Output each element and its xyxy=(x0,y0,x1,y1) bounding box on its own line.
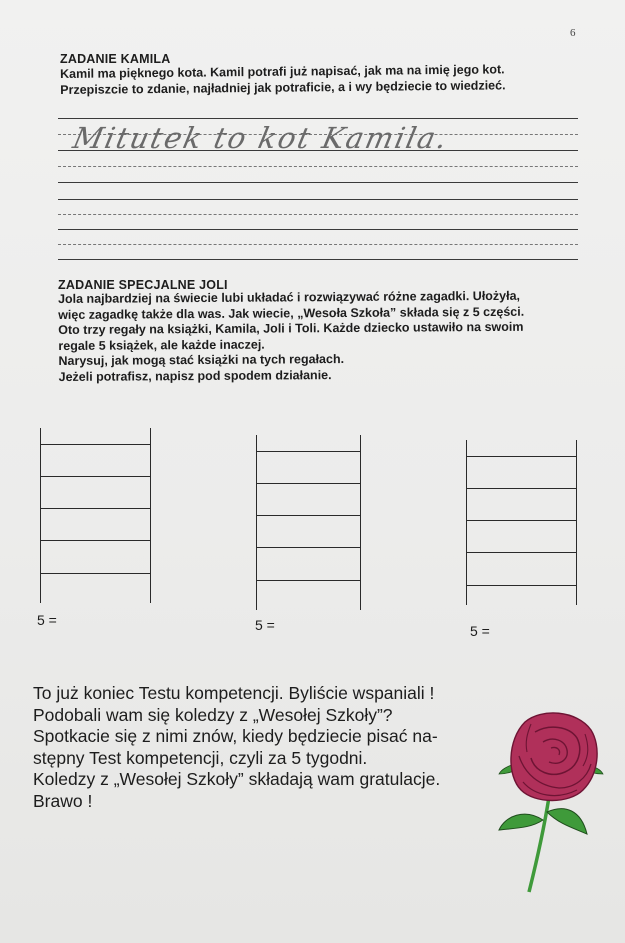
shelf-side xyxy=(150,428,151,603)
shelf-board xyxy=(40,573,150,574)
shelf-side xyxy=(256,435,257,610)
task-jola-text xyxy=(58,289,525,385)
writing-line xyxy=(58,199,578,200)
bookshelf-kamil xyxy=(40,428,152,603)
task-kamil-text xyxy=(60,62,506,98)
handwritten-sentence: Mitutek to kot Kamila. xyxy=(70,121,452,155)
equation-tola[interactable]: 5 = xyxy=(470,623,490,639)
shelf-board xyxy=(256,547,360,548)
shelf-board xyxy=(466,585,576,586)
task-kamil-line: Przepiszcie to zdanie, najładniej jak potraficie, a i wy będziecie to wiedzieć. xyxy=(60,77,506,97)
shelf-board xyxy=(40,476,150,477)
closing-line: Koledzy z „Wesołej Szkoły” składają wam gratulacje. xyxy=(33,769,441,789)
closing-line: Podobali wam się koledzy z „Wesołej Szkoły”? xyxy=(33,704,393,725)
writing-line xyxy=(58,229,578,230)
task-jola-line: więc zagadkę także dla was. Jak wiecie, „Wesoła Szkoła” składa się z 5 części. xyxy=(58,304,525,322)
task-jola-title: ZADANIE SPECJALNE JOLI xyxy=(58,278,228,292)
equation-kamil[interactable]: 5 = xyxy=(37,612,57,628)
task-jola-line: Jola najbardziej na świecie lubi układać i rozwiązywać różne zagadki. Ułożyła, xyxy=(58,288,521,306)
shelf-board xyxy=(256,515,360,516)
shelf-board xyxy=(466,552,576,553)
shelf-board xyxy=(40,508,150,509)
task-jola-line: regale 5 książek, ale każde inaczej. xyxy=(58,337,265,353)
shelf-board xyxy=(40,540,150,541)
shelf-board xyxy=(256,451,360,452)
closing-line: Brawo ! xyxy=(33,790,93,811)
writing-line xyxy=(58,118,578,119)
writing-line xyxy=(58,259,578,260)
writing-lines-bottom xyxy=(58,199,578,263)
shelf-board xyxy=(256,483,360,484)
shelf-board xyxy=(466,520,576,521)
task-kamil-line: Kamil ma pięknego kota. Kamil potrafi już napisać, jak ma na imię jego kot. xyxy=(60,62,505,81)
shelf-side xyxy=(466,440,467,605)
shelf-side xyxy=(360,435,361,610)
shelf-board xyxy=(40,444,150,445)
task-jola-line: Oto trzy regały na książki, Kamila, Joli i Toli. Każde dziecko ustawiło na swoim xyxy=(58,319,524,337)
shelf-side xyxy=(576,440,577,605)
bookshelf-jola xyxy=(256,435,362,610)
shelf-side xyxy=(40,428,41,603)
closing-text xyxy=(33,683,440,812)
equation-jola[interactable]: 5 = xyxy=(255,617,275,633)
shelf-board xyxy=(466,456,576,457)
closing-line: Spotkacie się z nimi znów, kiedy będziecie pisać na- xyxy=(33,726,438,746)
task-jola-line: Narysuj, jak mogą stać książki na tych regałach. xyxy=(58,352,345,368)
rose-icon xyxy=(495,712,610,897)
closing-line: To już koniec Testu kompetencji. Byliście wspaniali ! xyxy=(33,683,435,703)
bookshelf-tola xyxy=(466,440,578,605)
task-kamil-title: ZADANIE KAMILA xyxy=(60,52,171,66)
page-number: 6 xyxy=(570,27,576,39)
writing-line xyxy=(58,214,578,215)
shelf-board xyxy=(256,580,360,581)
writing-line xyxy=(58,244,578,245)
shelf-board xyxy=(466,488,576,489)
task-jola-line: Jeżeli potrafisz, napisz pod spodem działanie. xyxy=(58,367,332,384)
closing-line: stępny Test kompetencji, czyli za 5 tygodni. xyxy=(33,747,368,768)
writing-line xyxy=(58,166,578,167)
writing-line xyxy=(58,182,578,183)
